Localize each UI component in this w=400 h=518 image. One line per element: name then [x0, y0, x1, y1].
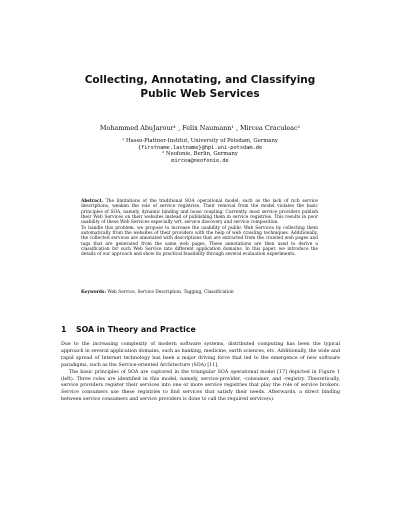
- body-paragraph-1: Due to the increasing complexity of modern software systems, distributed computing has been the typical approach in several application domains, such as banking, medicine, earth sciences, etc. Additionally, the wide and rapid spread of Internet technology has been a major driving force that led to the emergence of new software paradigms, such as the Service-oriented Architecture (SOA) [11].: [61, 342, 340, 368]
- keywords-label: Keywords:: [81, 290, 106, 295]
- abstract-paragraph-1: [81, 199, 318, 226]
- section-body: [61, 342, 340, 404]
- keywords: [81, 290, 318, 295]
- section-heading: [61, 325, 341, 335]
- section-title: SOA in Theory and Practice: [76, 325, 196, 334]
- affiliation-2: ² Neofonie, Berlin, Germany: [162, 151, 238, 158]
- abstract: [81, 199, 318, 258]
- abstract-label: Abstract.: [81, 199, 104, 204]
- title-line-2: Public Web Services: [140, 88, 260, 100]
- section-number: 1: [61, 325, 67, 334]
- keywords-text: Web Service, Service Description, Tagging, Classification: [107, 290, 234, 295]
- affiliation-1: ¹ Hasso-Plattner-Institut, University of Potsdam, Germany: [122, 138, 278, 144]
- affiliation-2-email: mircea@neofonie.de: [171, 157, 229, 164]
- affiliation-1-email: {firstname.lastname}@hpi.uni-potsdam.de: [137, 144, 263, 151]
- title-line-1: Collecting, Annotating, and Classifying: [84, 74, 316, 86]
- abstract-paragraph-2: To handle this problem, we propose to increase the usability of public Web Services by collecting them automatically from the websites of their providers with the help of web crawling techniques. Additionally, the collected services are annotated with descriptions that are extracted from the crawled web pages and tags that are generated from the same web pages. These annotations are then used to derive a classification for such Web Service into different application domains. In this paper, we introduce the details of our approach and show its practical feasibility through several evaluation experiments.: [81, 225, 318, 258]
- abstract-text-1: The limitations of the traditional SOA operational model, such as the lack of rich service descriptions, weaken the role of service registries. Their removal from the model violates the basic principles of SOA, namely, dynamic binding and loose coupling. Currently, most service providers publish their Web Services on their websites instead of publishing them in service registries. This results in poor usability of these Web Services especially wrt. service discovery and service composition.: [81, 199, 318, 226]
- affiliations: [0, 138, 400, 164]
- author-list: Mohammed AbuJarour¹ , Felix Naumann¹ , Mircea Craculeac²: [99, 124, 301, 132]
- paper-title: [0, 73, 400, 101]
- body-paragraph-2: The basic principles of SOA are captured in the triangular SOA operational model [17] depicted in Figure 1 (left). Three roles are identified in this model, namely, service-provider, -consumer, and -registry. Theoretically, service providers register their services into one or more service registries that play the role of service brokers. Service consumers use these registries to find services that satisfy their needs. Afterwards, a direct binding between service consumers and service providers is done to call the required service(s).: [61, 369, 340, 403]
